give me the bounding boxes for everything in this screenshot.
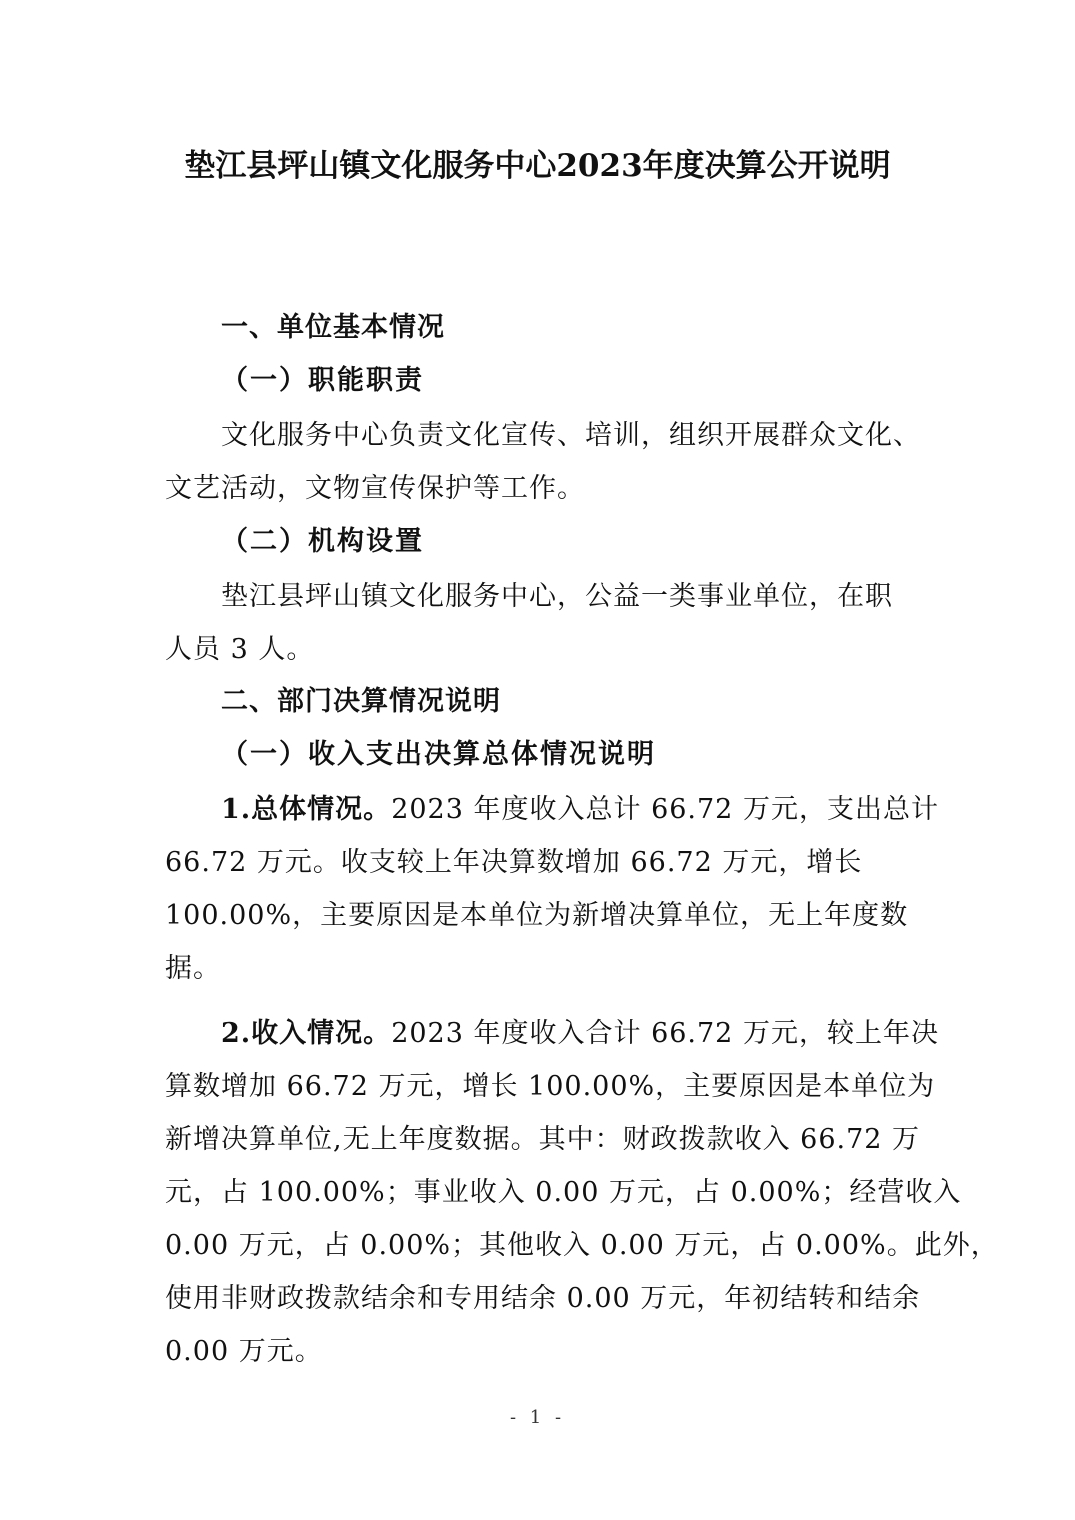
paragraph-line: 0.00 万元，占 0.00%；其他收入 0.00 万元，占 0.00%。此外， [165,1230,999,1261]
paragraph-line: 66.72 万元。收支较上年决算数增加 66.72 万元，增长 [165,847,863,878]
subsection-heading-overview: （一）收入支出决算总体情况说明 [221,739,656,770]
paragraph-line: 算数增加 66.72 万元，增长 100.00%，主要原因是本单位为 [165,1071,936,1102]
paragraph-line: 新增决算单位,无上年度数据。其中：财政拨款收入 66.72 万 [165,1124,921,1155]
paragraph-line [221,1011,981,1050]
paragraph-line: 元，占 100.00%；事业收入 0.00 万元，占 0.00%；经营收入 [165,1177,962,1208]
paragraph-line: 使用非财政拨款结余和专用结余 0.00 万元，年初结转和结余 [165,1283,921,1314]
subsection-heading-duties: （一）职能职责 [221,365,424,396]
paragraph-line: 文艺活动，文物宣传保护等工作。 [165,473,585,504]
section-heading-1: 一、单位基本情况 [221,312,445,343]
paragraph-line: 文化服务中心负责文化宣传、培训，组织开展群众文化、 [221,420,921,451]
paragraph-line [221,787,981,826]
paragraph-lead: 1.总体情况。 [221,794,392,825]
paragraph-line: 100.00%，主要原因是本单位为新增决算单位，无上年度数 [165,900,909,931]
paragraph-line: 0.00 万元。 [165,1336,323,1367]
page-number: - 1 - [509,1407,566,1428]
paragraph-text: 2023 年度收入总计 66.72 万元，支出总计 [391,794,939,825]
subsection-heading-organization: （二）机构设置 [221,526,424,557]
paragraph-lead: 2.收入情况。 [221,1018,392,1049]
paragraph-line: 垫江县坪山镇文化服务中心，公益一类事业单位，在职 [221,581,893,612]
section-heading-2: 二、部门决算情况说明 [221,686,501,717]
document-title: 垫江县坪山镇文化服务中心2023年度决算公开说明 [184,148,891,184]
paragraph-line: 据。 [165,953,221,984]
paragraph-line: 人员 3 人。 [165,634,315,665]
paragraph-text: 2023 年度收入合计 66.72 万元，较上年决 [391,1018,939,1049]
